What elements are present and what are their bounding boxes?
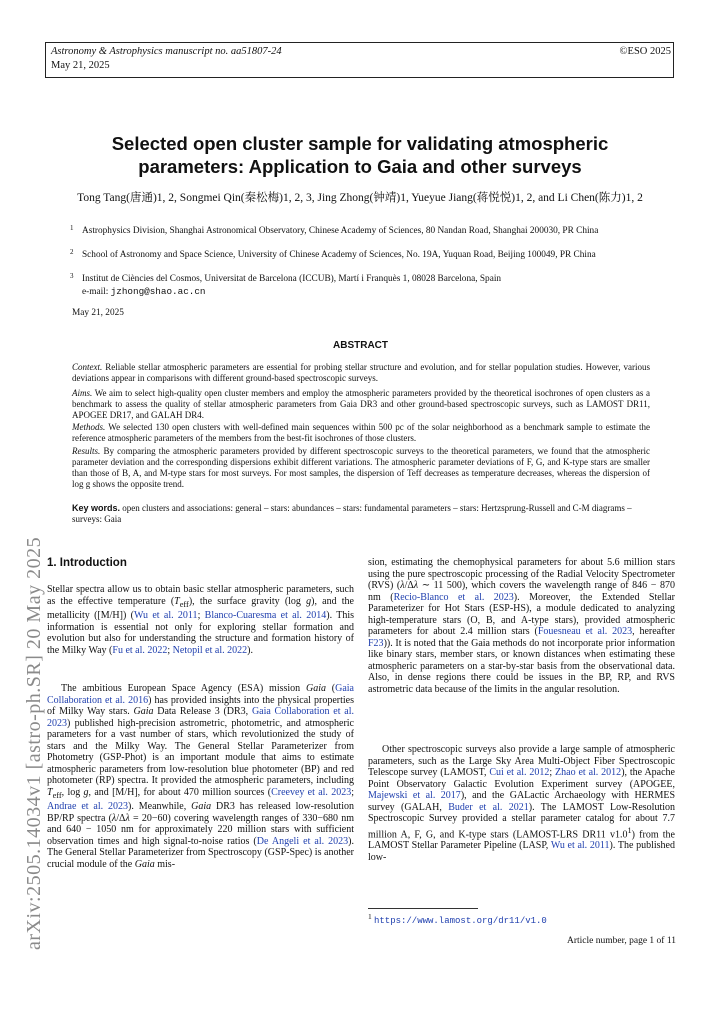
email-line (72, 286, 657, 298)
header-date: May 21, 2025 (51, 60, 110, 71)
aims-label: Aims. (72, 388, 93, 398)
affiliation-number: 2 (70, 248, 74, 256)
abstract-results (72, 446, 650, 490)
citation-link[interactable]: Fu et al. 2022 (112, 644, 168, 656)
keywords-label: Key words. (72, 503, 121, 513)
footnote-number: 1 (368, 912, 372, 921)
affiliation-text: Institut de Ciències del Cosmos, Universitat de Barcelona (ICCUB), Martí i Franquès 1, 08028 Barcelona, Spain (82, 274, 502, 284)
abstract-heading: ABSTRACT (333, 340, 388, 351)
citation-link[interactable]: Gaia Collaboration et al. 2023 (47, 706, 354, 729)
footnote (368, 912, 547, 926)
intro-paragraph-3: sion, estimating the chemophysical parameters for about 5.6 million stars using the pure spectroscopic processing of the Radial Velocity Spectrometer (RVS) (λ/Δλ ∼ 11 500), which covers the wavelength range of 846 − 870 nm (Recio-Blanco et al. 2023). Moreover, the Extended Stellar Parameterizer for Hot Stars (ESP-HS), a module dedicated to analyzing high-temperature stars (O, B, and A-type stars), provided atmospheric parameters for about 2.4 million stars (Fouesneau et al. 2023, hereafter F23)). It is noted that the Gaia methods do not incorporate prior information like binary stars, member stars, or known distances when estimating these atmospheric parameters on a star-by-star basis from the observational data. Also, in dense regions there could be issues in the BP, RP, and RVS astrometric data because of the limits in the angular resolution. (368, 557, 675, 695)
abstract-aims (72, 388, 650, 421)
intro-paragraph-1: Stellar spectra allow us to obtain basic stellar atmospheric parameters, such as the effective temperature $(T_{eff})$, the surface gravity (log g), and the metallicity ([M/H]) (Wu et al. 2011; Blanco-Cuaresma et al. 2014). This information is essential not only for exploring stellar formation and evolution but also for understanding the structure and formation history of the Milky Way (Fu et al. 2022; Netopil et al. 2022). (47, 584, 354, 656)
results-text: By comparing the atmospheric parameters provided by different spectroscopic surveys to the theoretical parameters, we found that the atmospheric parameter deviation and the corresponding dispersions exhibit different variations. The atmospheric parameter deviations of F, G, and K-type stars are smaller than those of B, A, and M-type stars for most surveys. For most samples, the dispersion of Teff decreases as temperature decreases, whereas the dispersion of log g shows the opposite trend. (72, 446, 651, 489)
citation-link[interactable]: Wu et al. 2011 (550, 840, 610, 852)
section-heading: 1. Introduction (47, 557, 127, 569)
received-date: May 21, 2025 (72, 308, 124, 318)
affiliation-text: Astrophysics Division, Shanghai Astronomical Observatory, Chinese Academy of Sciences, 80 Nandan Road, Shanghai 200030, PR China (82, 226, 599, 236)
citation-link[interactable]: Creevey et al. 2023 (271, 786, 352, 798)
results-label: Results. (72, 446, 101, 456)
context-text: Reliable stellar atmospheric parameters are essential for probing stellar structure and evolution, and for stellar population studies. However, various deviations appear in comparisons with different ground-based spectroscopic surveys. (72, 362, 650, 383)
aims-text: We aim to select high-quality open cluster members and employ the atmospheric parameters provided by the theoretical isochrones of open clusters as a benchmark to assess the quality of stellar atmospheric parameters from Gaia DR3 and other ground-based spectroscopic surveys, such as LAMOST DR11, APOGEE DR17, and GALAH DR4. (72, 388, 650, 420)
citation-link[interactable]: Fouesneau et al. 2023 (537, 626, 633, 637)
header-journal: Astronomy & Astrophysics manuscript no. aa51807-24 (51, 46, 282, 57)
citation-link[interactable]: Gaia Collaboration et al. 2016 (47, 683, 354, 706)
citation-link[interactable]: Recio-Blanco et al. 2023 (393, 591, 514, 603)
keywords (72, 503, 650, 525)
footnote-link[interactable]: https://www.lamost.org/dr11/v1.0 (374, 916, 547, 926)
affiliation-2 (72, 250, 657, 261)
abstract-methods (72, 422, 650, 444)
header-copyright: ©ESO 2025 (619, 46, 671, 57)
paper-title: Selected open cluster sample for validating atmospheric parameters: Application to Gaia and other surveys (111, 133, 609, 177)
keywords-text: open clusters and associations: general – stars: abundances – stars: fundamental parameters – stars: Hertzsprung-Russell and C-M diagrams – surveys: Gaia (72, 503, 632, 524)
email-label: e-mail: (82, 287, 109, 297)
affiliation-number: 3 (70, 272, 74, 280)
citation-link[interactable]: Cui et al. 2012 (489, 767, 550, 778)
citation-link[interactable]: De Angeli et al. 2023 (256, 835, 349, 847)
citation-link[interactable]: Zhao et al. 2012 (555, 767, 622, 778)
affiliation-number: 1 (70, 224, 74, 232)
page-footer: Article number, page 1 of 11 (566, 936, 676, 946)
citation-link[interactable]: Buder et al. 2021 (448, 801, 529, 813)
context-label: Context. (72, 362, 103, 372)
citation-link[interactable]: F23 (368, 637, 384, 649)
arxiv-stamp: arXiv:2505.14034v1 [astro-ph.SR] 20 May 2025 (23, 536, 45, 950)
methods-text: We selected 130 open clusters with well-defined main sequences within 500 pc of the solar neighborhood as a benchmark sample to estimate the reference atmospheric parameters of the members from the best-fit isochrones of those clusters. (72, 422, 650, 443)
affiliation-text: School of Astronomy and Space Science, University of Chinese Academy of Sciences, No. 19A, Yuquan Road, Beijing 100049, PR China (82, 250, 596, 260)
affiliation-3 (72, 274, 657, 285)
citation-link[interactable]: Netopil et al. 2022 (172, 644, 248, 656)
methods-label: Methods. (72, 422, 106, 432)
citation-link[interactable]: Andrae et al. 2023 (47, 801, 129, 812)
citation-link[interactable]: Blanco-Cuaresma et al. 2014 (204, 610, 327, 621)
intro-paragraph-4: Other spectroscopic surveys also provide a large sample of atmospheric parameters, such as the Large Sky Area Multi-Object Fiber Spectroscopic Telescope survey (LAMOST, Cui et al. 2012; Zhao et al. 2012), the Apache Point Observatory Galactic Evolution Experiment survey (APOGEE, Majewski et al. 2017), and the GALactic Archaeology with HERMES survey (GALAH, Buder et al. 2021). The LAMOST Low-Resolution Spectroscopic Survey provided a stellar parameter catalog for about 7.7 million A, F, G, and K-type stars (LAMOST-LRS DR11 $v1.0^1$) from the LAMOST Stellar Parameter Pipeline (LASP, Wu et al. 2011). The published low- (368, 744, 676, 863)
footnote-rule (368, 908, 478, 909)
abstract-context (72, 362, 650, 384)
email-address[interactable]: jzhong@shao.ac.cn (110, 286, 206, 297)
author-list: Tong Tang(唐通)1, 2, Songmei Qin(秦松梅)1, 2, 3, Jing Zhong(钟靖)1, Yueyue Jiang(蒋悦悦)1, 2, and Li Chen(陈力)1, 2 (77, 192, 643, 204)
citation-link[interactable]: Wu et al. 2011 (133, 610, 198, 621)
citation-link[interactable]: Majewski et al. 2017 (368, 790, 461, 801)
intro-paragraph-2: The ambitious European Space Agency (ESA) mission Gaia (Gaia Collaboration et al. 2016) has provided insights into the physical properties of Milky Way stars. Gaia Data Release 3 (DR3, Gaia Collaboration et al. 2023) published high-precision astrometric, photometric, and atmospheric parameters for a vast number of stars, which revolutionized the study of stars and the Milky Way. The General Stellar Parameterizer from Photometry (GSP-Phot) is an important module that aims to estimate atmospheric parameters from low-resolution blue photometer (BP) and red photometer (RP) spectra. It provided the atmospheric parameters, including $T_{eff}$, log g, and [M/H], for about 470 million sources (Creevey et al. 2023; Andrae et al. 2023). Meanwhile, Gaia DR3 has released low-resolution BP/RP spectra (λ/Δλ = 20−60) covering wavelength ranges of 330−680 nm and 640 − 1050 nm for approximately 220 million stars with sufficient observation times and high signal-to-noise ratios (De Angeli et al. 2023). The General Stellar Parameterizer from Spectroscopy (GSP-Spec) is another crucial module of the Gaia mis- (47, 683, 355, 870)
affiliation-1 (72, 226, 657, 237)
